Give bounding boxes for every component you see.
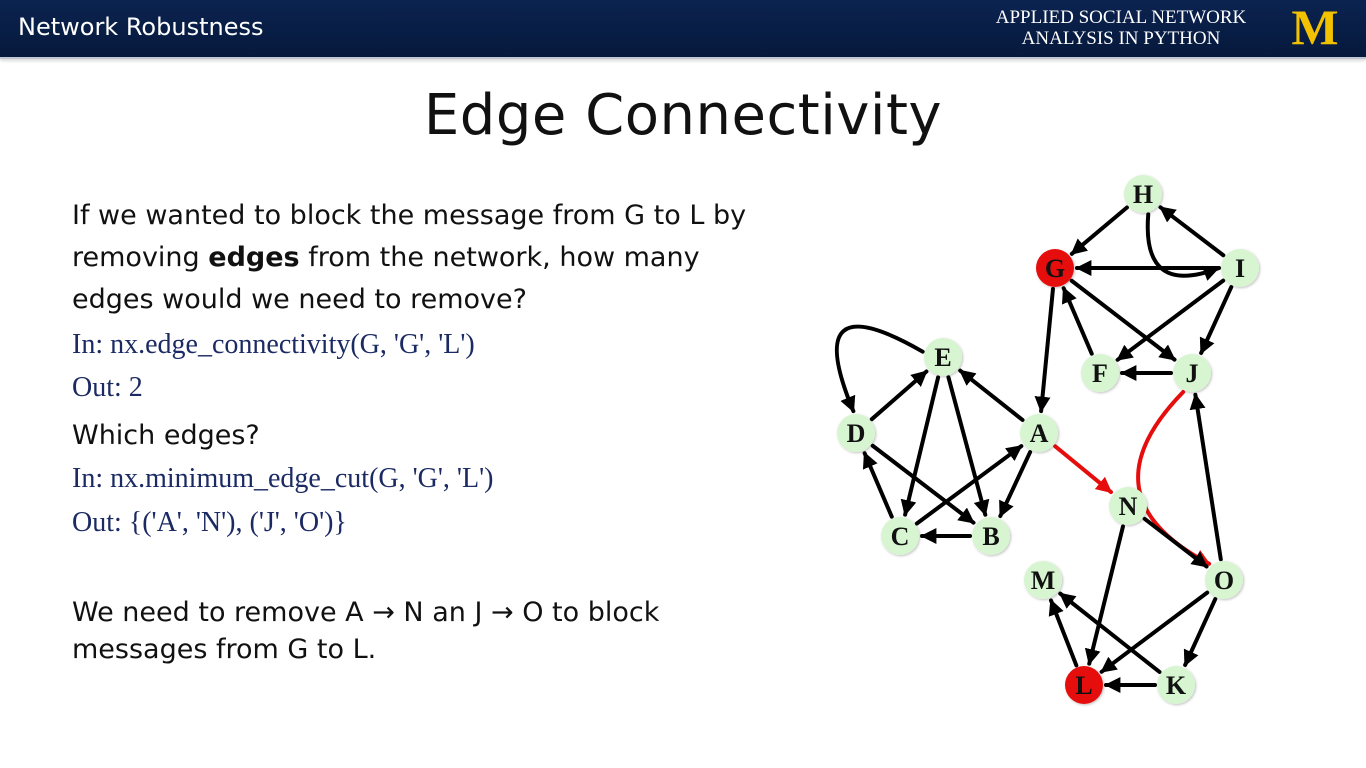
logo-letter: M [1291, 4, 1339, 50]
node-I [1221, 249, 1259, 287]
question-text: removing [72, 242, 209, 273]
edge-A-B [1000, 452, 1030, 516]
conclusion-line: messages from G to L. [72, 634, 377, 665]
node-J [1173, 354, 1211, 392]
question-line: If we wanted to block the message from G to L by [72, 200, 747, 231]
question-line [72, 242, 700, 273]
section-title: Network Robustness [18, 13, 264, 41]
node-L [1065, 666, 1103, 704]
node-label: B [982, 522, 1000, 551]
node-B [972, 517, 1010, 555]
node-label: E [934, 343, 952, 372]
code-input: In: nx.minimum_edge_cut(G, 'G', 'L') [72, 463, 494, 494]
node-label: D [846, 419, 866, 448]
node-label: F [1092, 359, 1108, 388]
edge-H-G [1072, 208, 1127, 254]
which-edges-text: Which edges? [72, 420, 260, 451]
question-line: edges would we need to remove? [72, 284, 527, 315]
university-logo [1286, 4, 1344, 50]
node-M [1024, 561, 1062, 599]
node-F [1081, 354, 1119, 392]
conclusion-line: We need to remove A → N an J → O to block [72, 597, 660, 628]
course-title [962, 7, 1280, 49]
question-text: from the network, how many [299, 242, 700, 273]
node-D [837, 414, 875, 452]
edge-C-D [865, 453, 892, 516]
edge-O-K [1185, 599, 1215, 665]
node-O [1205, 561, 1243, 599]
node-label: K [1165, 671, 1187, 700]
node-G [1036, 249, 1074, 287]
edge-I-F [1118, 281, 1224, 360]
node-label: G [1044, 254, 1066, 283]
course-title-line: ANALYSIS IN PYTHON [1021, 28, 1221, 49]
edge-N-O [1145, 519, 1207, 567]
edge-G-A [1041, 289, 1053, 411]
edge-I-J [1201, 287, 1231, 353]
node-label: A [1029, 419, 1049, 448]
edge-I-H [1160, 207, 1223, 255]
code-output: Out: {('A', 'N'), ('J', 'O')} [72, 507, 347, 538]
node-A [1020, 414, 1058, 452]
node-label: C [890, 522, 910, 551]
node-label: H [1132, 180, 1154, 209]
header-bar [0, 0, 1366, 59]
node-label: M [1030, 566, 1056, 595]
node-H [1124, 175, 1162, 213]
edge-N-L [1089, 526, 1123, 663]
course-title-line: APPLIED SOCIAL NETWORK [995, 7, 1247, 28]
node-label: L [1075, 671, 1093, 700]
edge-L-M [1051, 600, 1076, 665]
node-label: O [1213, 566, 1235, 595]
network-graph [800, 160, 1320, 720]
edge-F-G [1064, 288, 1092, 353]
node-C [881, 517, 919, 555]
node-label: J [1185, 359, 1199, 388]
node-N [1109, 487, 1147, 525]
node-label: N [1118, 492, 1138, 521]
code-input: In: nx.edge_connectivity(G, 'G', 'L') [72, 329, 475, 360]
edge-A-N [1055, 446, 1111, 492]
edge-O-J [1195, 395, 1220, 560]
edge-E-D [837, 327, 923, 412]
node-E [924, 338, 962, 376]
edge-O-L [1102, 593, 1208, 672]
node-K [1157, 666, 1195, 704]
edge-A-E [960, 371, 1022, 420]
code-output: Out: 2 [72, 372, 143, 403]
slide-title: Edge Connectivity [423, 83, 943, 148]
node-label: I [1234, 254, 1246, 283]
edge-D-E [872, 371, 927, 419]
emphasis-edges: edges [208, 242, 300, 273]
